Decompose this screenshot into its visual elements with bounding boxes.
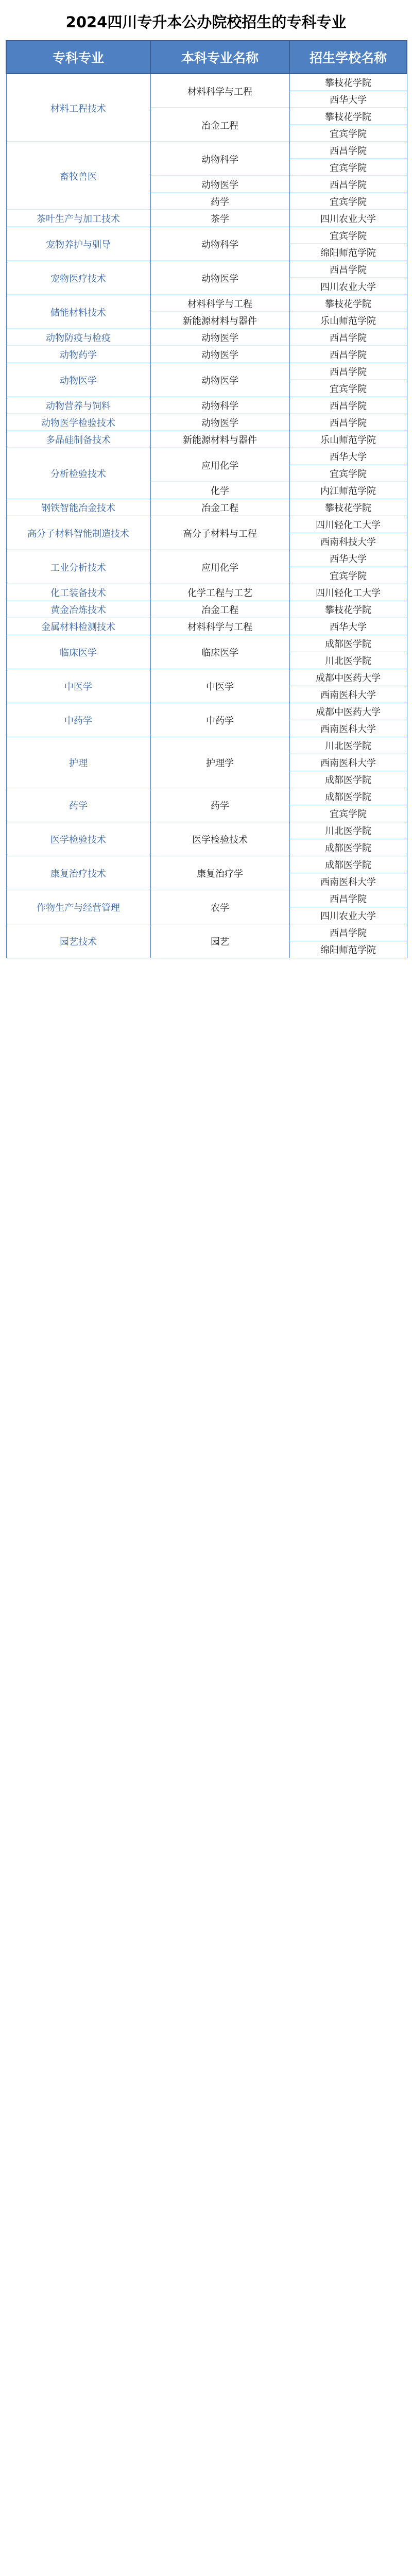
school-cell: 宜宾学院 <box>289 227 407 244</box>
school-cell: 宜宾学院 <box>289 193 407 210</box>
school-cell: 四川轻化工大学 <box>289 516 407 533</box>
major-cell: 中医学 <box>6 669 150 703</box>
school-cell: 宜宾学院 <box>289 159 407 176</box>
undergrad-major-cell: 药学 <box>150 193 289 210</box>
undergrad-major-cell: 动物医学 <box>150 346 289 363</box>
school-cell: 四川轻化工大学 <box>289 584 407 601</box>
school-cell: 攀枝花学院 <box>289 601 407 618</box>
major-cell: 钢铁智能冶金技术 <box>6 499 150 516</box>
table-row <box>6 635 407 652</box>
school-cell: 攀枝花学院 <box>289 499 407 516</box>
undergrad-major-cell: 应用化学 <box>150 448 289 482</box>
school-cell: 内江师范学院 <box>289 482 407 499</box>
major-cell: 动物医学检验技术 <box>6 414 150 431</box>
undergrad-major-cell: 动物医学 <box>150 261 289 295</box>
table-row <box>6 142 407 159</box>
school-cell: 成都医学院 <box>289 635 407 652</box>
major-cell: 储能材料技术 <box>6 295 150 329</box>
major-cell: 多晶硅制备技术 <box>6 431 150 448</box>
undergrad-major-cell: 冶金工程 <box>150 601 289 618</box>
undergrad-major-cell: 临床医学 <box>150 635 289 669</box>
undergrad-major-cell: 药学 <box>150 788 289 822</box>
undergrad-major-cell: 材料科学与工程 <box>150 618 289 635</box>
undergrad-major-cell: 动物科学 <box>150 142 289 176</box>
school-cell: 乐山师范学院 <box>289 312 407 329</box>
table-row <box>6 618 407 635</box>
undergrad-major-cell: 动物医学 <box>150 414 289 431</box>
undergrad-major-cell: 茶学 <box>150 210 289 227</box>
school-cell: 西昌学院 <box>289 397 407 414</box>
table-row <box>6 703 407 720</box>
school-cell: 成都中医药大学 <box>289 669 407 686</box>
table-row <box>6 601 407 618</box>
table-row <box>6 924 407 941</box>
school-cell: 西华大学 <box>289 448 407 465</box>
school-cell: 西南医科大学 <box>289 873 407 890</box>
school-cell: 西南医科大学 <box>289 754 407 771</box>
school-cell: 西华大学 <box>289 550 407 567</box>
school-cell: 成都医学院 <box>289 771 407 788</box>
major-cell: 分析检验技术 <box>6 448 150 499</box>
school-cell: 绵阳师范学院 <box>289 244 407 261</box>
school-cell: 成都中医药大学 <box>289 703 407 720</box>
table-row <box>6 397 407 414</box>
table-row <box>6 856 407 873</box>
table-row <box>6 210 407 227</box>
header-row <box>6 41 407 74</box>
school-cell: 乐山师范学院 <box>289 431 407 448</box>
major-cell: 金属材料检测技术 <box>6 618 150 635</box>
major-cell: 化工装备技术 <box>6 584 150 601</box>
major-cell: 畜牧兽医 <box>6 142 150 210</box>
page-title: 2024四川专升本公办院校招生的专科专业 <box>65 13 347 31</box>
school-cell: 西昌学院 <box>289 346 407 363</box>
undergrad-major-cell: 冶金工程 <box>150 108 289 142</box>
table-row <box>6 669 407 686</box>
table-row <box>6 737 407 754</box>
school-cell: 西华大学 <box>289 618 407 635</box>
table-row <box>6 74 407 91</box>
major-cell: 动物药学 <box>6 346 150 363</box>
school-cell: 宜宾学院 <box>289 805 407 822</box>
school-cell: 西昌学院 <box>289 329 407 346</box>
undergrad-major-cell: 动物科学 <box>150 397 289 414</box>
table-row <box>6 822 407 839</box>
undergrad-major-cell: 冶金工程 <box>150 499 289 516</box>
school-cell: 宜宾学院 <box>289 567 407 584</box>
undergrad-major-cell: 材料科学与工程 <box>150 74 289 108</box>
major-cell: 护理 <box>6 737 150 788</box>
school-cell: 四川农业大学 <box>289 278 407 295</box>
school-cell: 川北医学院 <box>289 822 407 839</box>
undergrad-major-cell: 新能源材料与器件 <box>150 431 289 448</box>
major-cell: 茶叶生产与加工技术 <box>6 210 150 227</box>
table-row <box>6 431 407 448</box>
major-cell: 药学 <box>6 788 150 822</box>
table-row <box>6 788 407 805</box>
school-cell: 成都医学院 <box>289 788 407 805</box>
major-cell: 动物防疫与检疫 <box>6 329 150 346</box>
school-cell: 宜宾学院 <box>289 380 407 397</box>
major-cell: 宠物养护与驯导 <box>6 227 150 261</box>
undergrad-major-cell: 动物医学 <box>150 176 289 193</box>
header-school: 招生学校名称 <box>289 41 407 74</box>
table-row <box>6 329 407 346</box>
table-row <box>6 295 407 312</box>
major-cell: 动物医学 <box>6 363 150 397</box>
major-cell: 临床医学 <box>6 635 150 669</box>
undergrad-major-cell: 高分子材料与工程 <box>150 516 289 550</box>
school-cell: 西南医科大学 <box>289 720 407 737</box>
undergrad-major-cell: 动物医学 <box>150 363 289 397</box>
undergrad-major-cell: 材料科学与工程 <box>150 295 289 312</box>
school-cell: 西昌学院 <box>289 414 407 431</box>
table-row <box>6 261 407 278</box>
table-row <box>6 414 407 431</box>
school-cell: 绵阳师范学院 <box>289 941 407 958</box>
school-cell: 西昌学院 <box>289 142 407 159</box>
undergrad-major-cell: 化学 <box>150 482 289 499</box>
undergrad-major-cell: 中医学 <box>150 669 289 703</box>
table-row <box>6 363 407 380</box>
table-row <box>6 516 407 533</box>
school-cell: 攀枝花学院 <box>289 295 407 312</box>
school-cell: 西昌学院 <box>289 890 407 907</box>
undergrad-major-cell: 康复治疗学 <box>150 856 289 890</box>
school-cell: 四川农业大学 <box>289 210 407 227</box>
school-cell: 西昌学院 <box>289 363 407 380</box>
undergrad-major-cell: 应用化学 <box>150 550 289 584</box>
major-cell: 医学检验技术 <box>6 822 150 856</box>
undergrad-major-cell: 医学检验技术 <box>150 822 289 856</box>
undergrad-major-cell: 护理学 <box>150 737 289 788</box>
school-cell: 西南医科大学 <box>289 686 407 703</box>
school-cell: 西昌学院 <box>289 261 407 278</box>
undergrad-major-cell: 中药学 <box>150 703 289 737</box>
school-cell: 川北医学院 <box>289 652 407 669</box>
major-cell: 高分子材料智能制造技术 <box>6 516 150 550</box>
undergrad-major-cell: 化学工程与工艺 <box>150 584 289 601</box>
major-cell: 中药学 <box>6 703 150 737</box>
table-row <box>6 499 407 516</box>
school-cell: 成都医学院 <box>289 839 407 856</box>
school-cell: 宜宾学院 <box>289 125 407 142</box>
major-table <box>6 40 407 958</box>
undergrad-major-cell: 园艺 <box>150 924 289 958</box>
major-cell: 材料工程技术 <box>6 74 150 142</box>
header-major: 专科专业 <box>6 41 150 74</box>
school-cell: 西昌学院 <box>289 176 407 193</box>
table-row <box>6 550 407 567</box>
major-cell: 黄金冶炼技术 <box>6 601 150 618</box>
undergrad-major-cell: 农学 <box>150 890 289 924</box>
school-cell: 西华大学 <box>289 91 407 108</box>
school-cell: 成都医学院 <box>289 856 407 873</box>
major-cell: 宠物医疗技术 <box>6 261 150 295</box>
school-cell: 宜宾学院 <box>289 465 407 482</box>
header-undergrad-major: 本科专业名称 <box>150 41 289 74</box>
document-sheet <box>6 4 406 958</box>
major-cell: 工业分析技术 <box>6 550 150 584</box>
school-cell: 川北医学院 <box>289 737 407 754</box>
undergrad-major-cell: 新能源材料与器件 <box>150 312 289 329</box>
major-cell: 康复治疗技术 <box>6 856 150 890</box>
school-cell: 攀枝花学院 <box>289 74 407 91</box>
school-cell: 四川农业大学 <box>289 907 407 924</box>
school-cell: 西昌学院 <box>289 924 407 941</box>
school-cell: 攀枝花学院 <box>289 108 407 125</box>
table-row <box>6 890 407 907</box>
major-cell: 作物生产与经营管理 <box>6 890 150 924</box>
table-row <box>6 448 407 465</box>
undergrad-major-cell: 动物医学 <box>150 329 289 346</box>
table-row <box>6 227 407 244</box>
table-row <box>6 584 407 601</box>
table-body <box>6 74 407 958</box>
major-cell: 动物营养与饲料 <box>6 397 150 414</box>
major-cell: 园艺技术 <box>6 924 150 958</box>
school-cell: 西南科技大学 <box>289 533 407 550</box>
undergrad-major-cell: 动物科学 <box>150 227 289 261</box>
table-row <box>6 346 407 363</box>
